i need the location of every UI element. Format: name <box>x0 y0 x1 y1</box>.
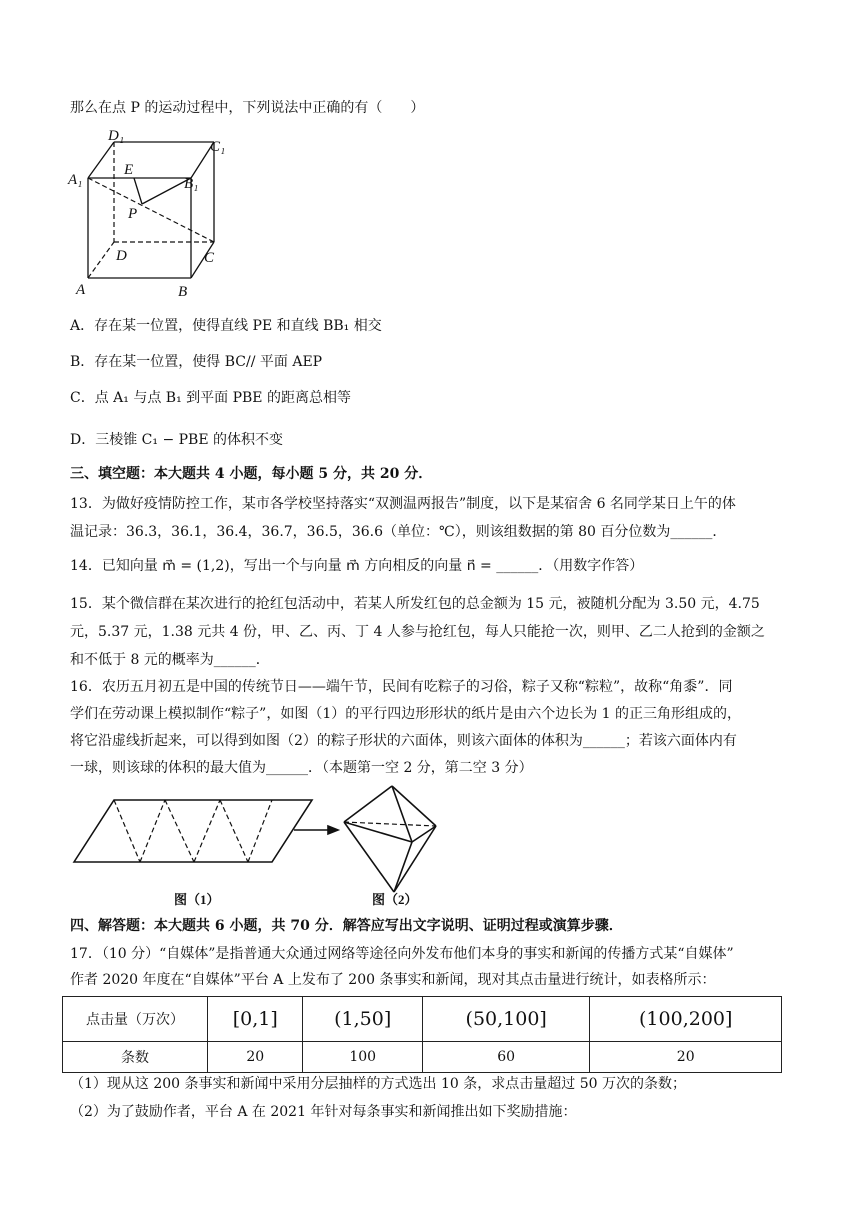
count-cell: 100 <box>303 1042 422 1073</box>
fig1-label: 图（1） <box>174 892 220 907</box>
label-D1: D₁ <box>108 128 125 144</box>
q17-line-2: 作者 2020 年度在“自媒体”平台 A 上发布了 200 条事实和新闻，现对其点击量进行统计，如表格所示： <box>70 972 716 988</box>
q13-line-1: 13．为做好疫情防控工作，某市各学校坚持落实“双测温两报告”制度，以下是某宿舍 6 名同学某日上午的体 <box>70 496 736 512</box>
count-cell: 20 <box>590 1042 782 1073</box>
q17-part-1: （1）现从这 200 条事实和新闻中采用分层抽样的方式选出 10 条，求点击量超过 50 万次的条数； <box>70 1076 686 1092</box>
label-B1: B₁ <box>184 176 199 192</box>
label-A1: A₁ <box>68 172 83 188</box>
interval-cell: (50,100] <box>422 997 590 1042</box>
row-label-cell: 条数 <box>63 1042 208 1073</box>
table-header-cell: 点击量（万次） <box>63 997 208 1042</box>
label-C: C <box>204 250 215 266</box>
count-cell: 60 <box>422 1042 590 1073</box>
q16-line-1: 16．农历五月初五是中国的传统节日——端午节，民间有吃粽子的习俗，粽子又称“粽粒”，故称“角黍”．同 <box>70 679 733 695</box>
table-row <box>63 997 782 1042</box>
section-3-heading: 三、填空题：本大题共 4 小题，每小题 5 分，共 20 分． <box>70 466 433 482</box>
table-row <box>63 1042 782 1073</box>
q16-line-3: 将它沿虚线折起来，可以得到如图（2）的粽子形状的六面体，则该六面体的体积为______；若该六面体内有 <box>70 733 737 749</box>
label-A: A <box>76 282 86 298</box>
label-D: D <box>116 248 127 264</box>
cube-figure <box>64 124 234 300</box>
label-C1: C₁ <box>210 139 226 155</box>
q15-line-3: 和不低于 8 元的概率为______． <box>70 652 270 668</box>
interval-cell: (1,50] <box>303 997 422 1042</box>
label-E: E <box>124 162 134 178</box>
q14-line: 14．已知向量 m⃗ = (1,2)，写出一个与向量 m⃗ 方向相反的向量 n⃗ = ______．（用数字作答） <box>70 558 644 574</box>
option-d: D．三棱锥 C₁ − PBE 的体积不变 <box>70 432 284 448</box>
label-B: B <box>178 284 188 300</box>
interval-cell: [0,1] <box>208 997 303 1042</box>
click-stats-table <box>62 996 782 1073</box>
option-b: B．存在某一位置，使得 BC// 平面 AEP <box>70 354 323 370</box>
fig2-label: 图（2） <box>372 892 418 907</box>
q17-part-2: （2）为了鼓励作者，平台 A 在 2021 年针对每条事实和新闻推出如下奖励措施： <box>70 1104 577 1120</box>
q16-line-4: 一球，则该球的体积的最大值为______．（本题第一空 2 分，第二空 3 分） <box>70 760 533 776</box>
interval-cell: (100,200] <box>590 997 782 1042</box>
q16-line-2: 学们在劳动课上模拟制作“粽子”，如图（1）的平行四边形形状的纸片是由六个边长为 1 的正三角形组成的， <box>70 706 742 722</box>
q15-line-2: 元，5.37 元，1.38 元共 4 份，甲、乙、丙、丁 4 人参与抢红包，每人只能抢一次，则甲、乙二人抢到的金额之 <box>70 624 765 640</box>
section-4-heading: 四、解答题：本大题共 6 小题，共 70 分．解答应写出文字说明、证明过程或演算步骤． <box>70 918 623 934</box>
option-a: A．存在某一位置，使得直线 PE 和直线 BB₁ 相交 <box>70 318 382 334</box>
option-c: C．点 A₁ 与点 B₁ 到平面 PBE 的距离总相等 <box>70 390 351 406</box>
intro-line: 那么在点 P 的运动过程中，下列说法中正确的有（ ） <box>70 100 425 116</box>
q17-line-1: 17．（10 分）“自媒体”是指普通大众通过网络等途径向外发布他们本身的事实和新闻的传播方式某“自媒体” <box>70 946 734 962</box>
count-cell: 20 <box>208 1042 303 1073</box>
q13-line-2: 温记录：36.3，36.1，36.4，36.7，36.5，36.6（单位：℃），则该组数据的第 80 百分位数为______． <box>70 524 727 540</box>
folding-figure <box>62 782 482 912</box>
q15-line-1: 15．某个微信群在某次进行的抢红包活动中，若某人所发红包的总金额为 15 元，被随机分配为 3.50 元，4.75 <box>70 596 760 612</box>
label-P: P <box>128 206 138 222</box>
